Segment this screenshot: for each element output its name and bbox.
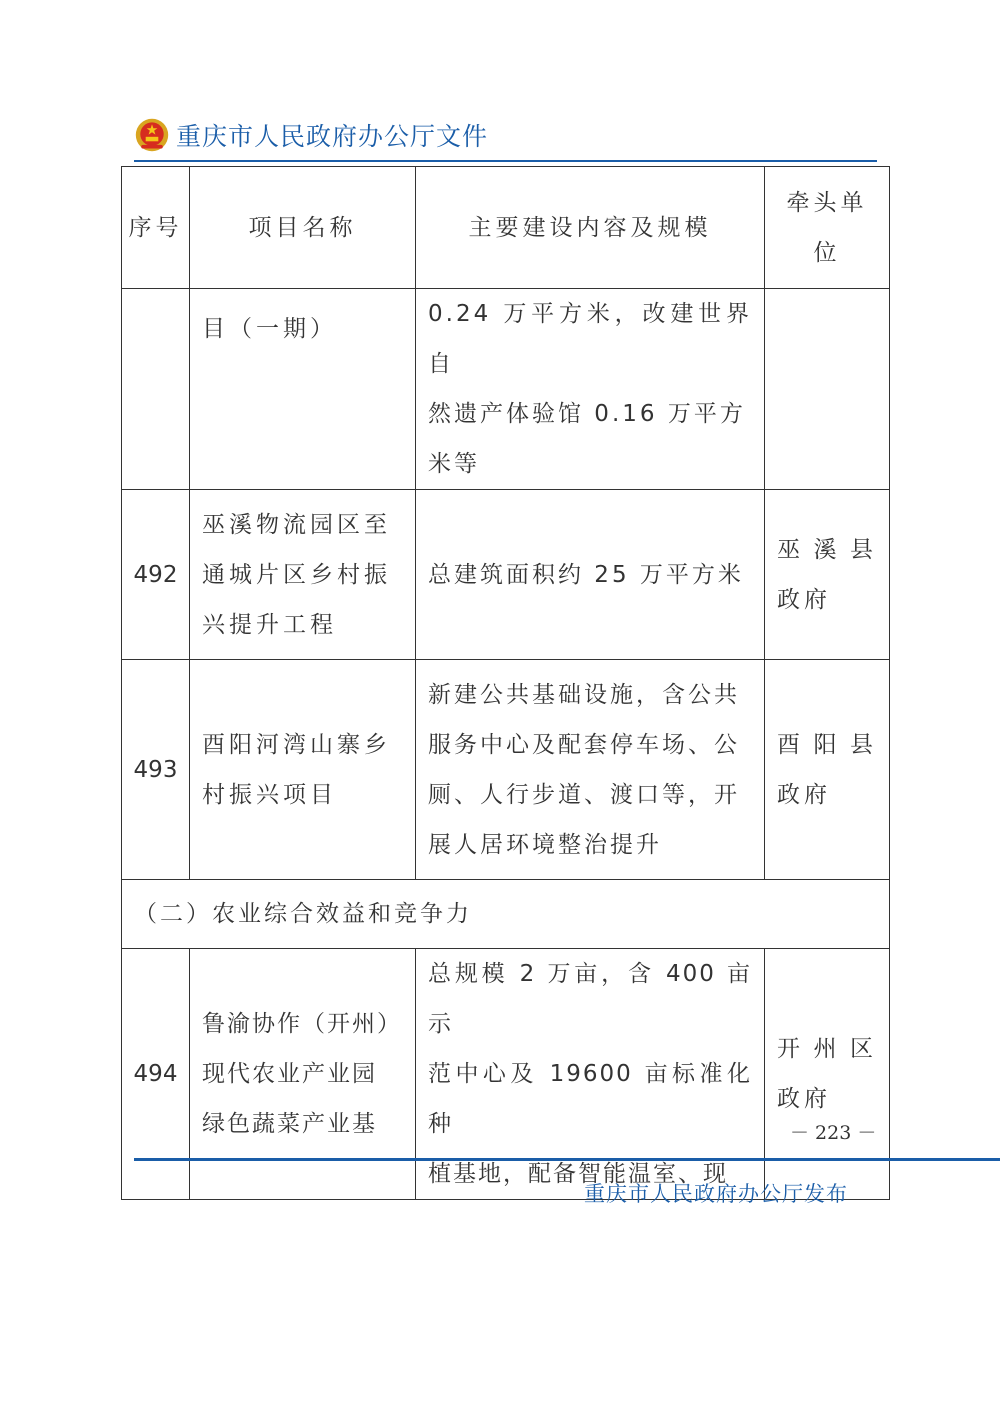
section-heading: （二）农业综合效益和竞争力 xyxy=(122,880,890,949)
content-line: 服务中心及配套停车场、公 xyxy=(428,731,740,758)
content-line: 总建筑面积约 25 万平方米 xyxy=(428,561,744,588)
project-name xyxy=(190,660,416,880)
lead-unit xyxy=(765,289,890,490)
content-line: 新建公共基础设施，含公共 xyxy=(428,681,740,708)
lead-unit-line: 政府 xyxy=(777,1086,831,1112)
content-line: 范中心及 19600 亩标准化种 xyxy=(428,1061,752,1137)
project-name-line: 绿色蔬菜产业基 xyxy=(202,1111,377,1137)
lead-unit-line: 政府 xyxy=(777,781,831,808)
header-cell-name: 项目名称 xyxy=(190,167,416,289)
project-content xyxy=(416,660,765,880)
table-row xyxy=(122,490,890,660)
project-name-line: 鲁渝协作（开州） xyxy=(202,1011,402,1037)
project-name-line: 酉阳河湾山寨乡 xyxy=(202,731,391,758)
project-content xyxy=(416,490,765,660)
content-line: 0.24 万平方米，改建世界自 xyxy=(428,301,752,377)
project-content xyxy=(416,289,765,490)
content-line: 植基地，配备智能温室、现 xyxy=(428,1161,728,1187)
header-cell-no: 序号 xyxy=(122,167,190,289)
content-line: 总规模 2 万亩，含 400 亩示 xyxy=(428,961,752,1037)
row-number: 493 xyxy=(122,660,190,880)
table-row xyxy=(122,949,890,1200)
row-number: 494 xyxy=(122,949,190,1200)
header-unit-line: 牵头单 xyxy=(786,189,868,216)
content-line: 米等 xyxy=(428,451,480,477)
project-table xyxy=(121,166,890,1200)
header-title: 重庆市人民政府办公厅文件 xyxy=(176,122,489,151)
page-number: － 223 － xyxy=(790,1122,877,1144)
header-cell-unit xyxy=(765,167,890,289)
lead-unit-line: 政府 xyxy=(777,586,831,613)
footer-divider xyxy=(134,1158,1000,1161)
table-row xyxy=(122,289,890,490)
row-number: 492 xyxy=(122,490,190,660)
header-divider xyxy=(134,160,877,162)
lead-unit-line: 巫 溪 县 xyxy=(777,536,877,563)
project-name xyxy=(190,289,416,490)
lead-unit xyxy=(765,949,890,1200)
section-row xyxy=(122,880,890,949)
lead-unit-line: 开 州 区 xyxy=(777,1036,877,1062)
content-line: 然遗产体验馆 0.16 万平方 xyxy=(428,401,746,427)
project-name xyxy=(190,949,416,1200)
project-name-line: 目（一期） xyxy=(202,316,337,342)
row-number xyxy=(122,289,190,490)
table-header-row xyxy=(122,167,890,289)
project-name-line: 兴提升工程 xyxy=(202,611,337,638)
content-line: 厕、人行步道、渡口等，开 xyxy=(428,781,740,808)
project-name-line: 现代农业产业园 xyxy=(202,1061,377,1087)
header-unit-line: 位 xyxy=(813,239,841,266)
table-row xyxy=(122,660,890,880)
project-name-line: 村振兴项目 xyxy=(202,781,337,808)
footer-publisher: 重庆市人民政府办公厅发布 xyxy=(584,1182,848,1206)
content-line: 展人居环境整治提升 xyxy=(428,831,662,858)
project-content xyxy=(416,949,765,1200)
document-header xyxy=(134,110,488,160)
project-name-line: 巫溪物流园区至 xyxy=(202,511,391,538)
header-cell-content: 主要建设内容及规模 xyxy=(416,167,765,289)
national-emblem-icon xyxy=(134,117,170,153)
project-name-line: 通城片区乡村振 xyxy=(202,561,391,588)
lead-unit-line: 酉 阳 县 xyxy=(777,731,877,758)
project-name xyxy=(190,490,416,660)
lead-unit xyxy=(765,490,890,660)
lead-unit xyxy=(765,660,890,880)
